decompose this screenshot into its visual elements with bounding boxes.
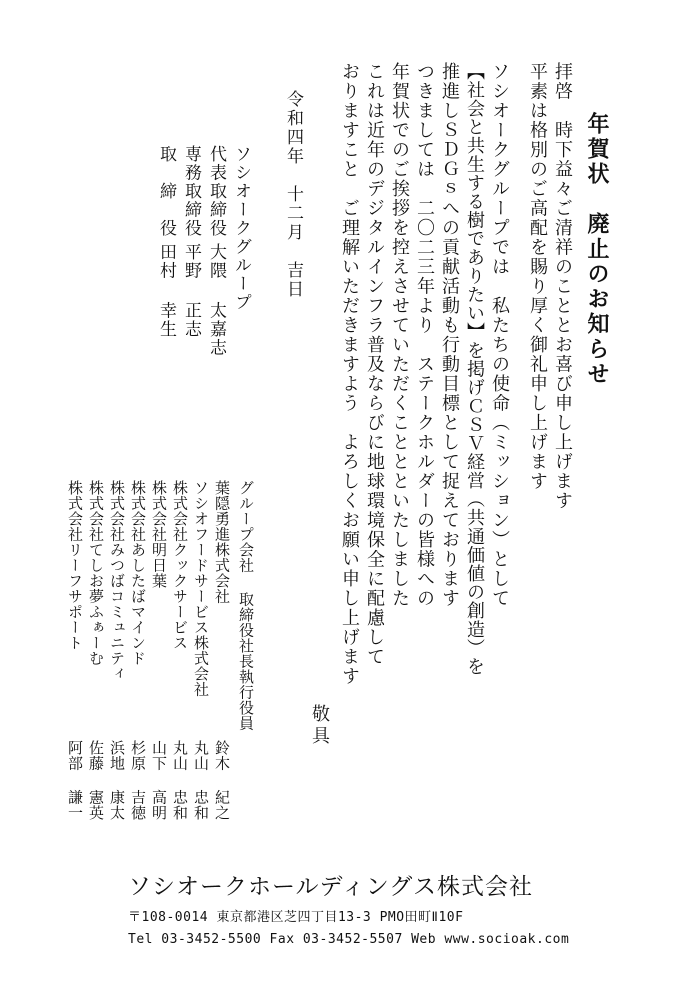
exec-name-2: 平野 正志 <box>181 243 201 339</box>
subsidiaries-heading: グループ会社 取締役社長執行役員 <box>237 480 255 731</box>
group-name: ソシオークグループ <box>231 145 251 312</box>
subsidiary-officer: 山下 高明 <box>150 740 168 821</box>
footer-contact: Tel 03-3452-5500 Fax 03-3452-5507 Web www.socioak.com <box>128 932 570 947</box>
subsidiary-company: 株式会社てしお夢ふぁーむ <box>87 480 105 666</box>
subsidiary-company: 株式会社みつばコミュニティ <box>108 480 126 682</box>
footer-address: 〒108-0014 東京都港区芝四丁目13-3 PMO田町Ⅱ10F <box>128 910 464 925</box>
subsidiary-company: ソシオフードサービス株式会社 <box>192 480 210 697</box>
exec-role-2: 専務取締役 <box>181 145 201 238</box>
notice-title: 年賀状 廃止のお知らせ <box>584 112 610 387</box>
subsidiary-company: 葉隠勇進株式会社 <box>213 480 231 604</box>
body-line-6: これは近年のデジタルインフラ普及ならびに地球環境保全に配慮して <box>364 62 385 667</box>
subsidiary-company: 株式会社あしたばマインド <box>129 480 147 666</box>
date: 令和四年 十二月 吉日 <box>283 90 303 299</box>
body-line-7: おりますこと ご理解いただきますよう よろしくお願い申し上げます <box>339 62 360 686</box>
subsidiary-company: 株式会社リーフサポート <box>66 480 84 651</box>
footer-company: ソシオークホールディングス株式会社 <box>128 874 534 900</box>
body-line-2: 【社会と共生する樹でありたい】を掲げＣＳＶ経営（共通価値の創造）を <box>464 62 485 676</box>
subsidiary-company: 株式会社クックサービス <box>171 480 189 651</box>
body-line-4: つきましては 二〇二三年より ステークホルダーの皆様への <box>414 62 435 608</box>
body-line-1: ソシオークグループでは 私たちの使命（ミッション）として <box>489 62 510 608</box>
body-line-3: 推進しＳＤＧｓへの貢献活動も行動目標として捉えております <box>439 62 460 608</box>
subsidiary-officer: 阿部 謙一 <box>66 740 84 821</box>
subsidiary-officer: 佐藤 憲英 <box>87 740 105 821</box>
closing: 敬具 <box>309 704 330 748</box>
subsidiary-officer: 浜地 康太 <box>108 740 126 821</box>
body-line-5: 年賀状でのご挨拶を控えさせていただくこととといたしました <box>389 62 410 608</box>
subsidiary-officer: 鈴木 紀之 <box>213 740 231 821</box>
exec-name-3: 田村 幸生 <box>156 243 176 339</box>
greeting-line-2: 平素は格別のご高配を賜り厚く御礼申し上げます <box>527 62 548 491</box>
subsidiary-officer: 杉原 吉徳 <box>129 740 147 821</box>
subsidiary-company: 株式会社明日葉 <box>150 480 168 589</box>
greeting-line-1: 拝啓 時下益々ご清祥のこととお喜び申し上げます <box>552 62 573 511</box>
exec-name-1: 大隈 太嘉志 <box>206 243 226 357</box>
exec-role-3: 取 締 役 <box>156 145 176 238</box>
subsidiary-officer: 丸山 忠和 <box>171 740 189 821</box>
subsidiary-officer: 丸山 忠和 <box>192 740 210 821</box>
exec-role-1: 代表取締役 <box>206 145 226 238</box>
